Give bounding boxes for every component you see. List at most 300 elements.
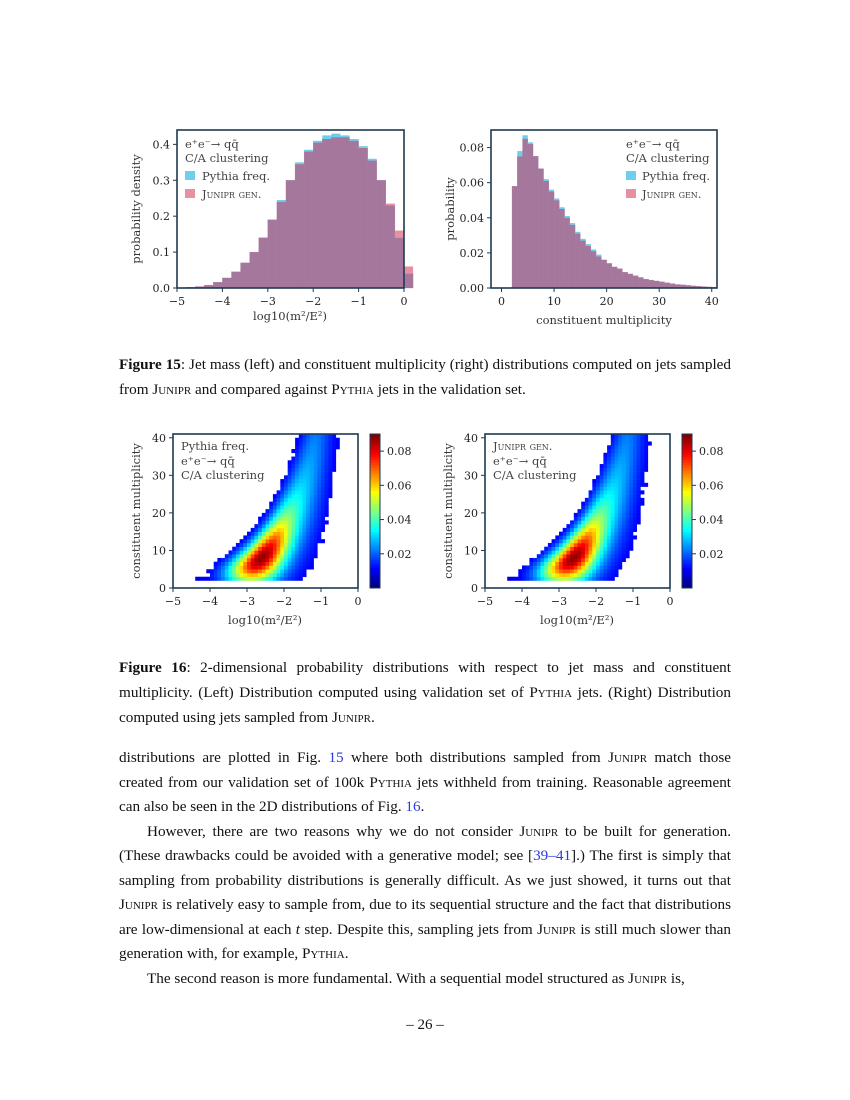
heatmap-cell	[280, 550, 284, 554]
heatmap-cell	[592, 479, 596, 483]
figure-15-ref-link[interactable]: 15	[328, 749, 344, 766]
heatmap-cell	[600, 479, 604, 483]
heatmap-cell	[258, 550, 262, 554]
heatmap-cell	[611, 554, 615, 558]
heatmap-cell	[585, 550, 589, 554]
heatmap-cell	[537, 573, 541, 577]
x-tick-label: 40	[704, 295, 719, 308]
heatmap-cell	[221, 565, 225, 569]
heatmap-cell	[291, 528, 295, 532]
x-tick-label: −1	[624, 595, 642, 608]
heatmap-cell	[618, 453, 622, 457]
figure-16-ref-link[interactable]: 16	[405, 798, 421, 815]
heatmap-cell	[607, 543, 611, 547]
heatmap-cell	[321, 445, 325, 449]
heatmap-cell	[618, 509, 622, 513]
heatmap-cell	[574, 569, 578, 573]
heatmap-cell	[217, 569, 221, 573]
heatmap-cell	[622, 520, 626, 524]
hist-bar-pythia-excess	[295, 162, 304, 164]
heatmap-cell	[603, 528, 607, 532]
heatmap-cell	[611, 487, 615, 491]
heatmap-cell	[615, 573, 619, 577]
heatmap-cell	[273, 532, 277, 536]
colorbar-tick-label: 0.02	[699, 547, 724, 561]
heatmap-cell	[306, 475, 310, 479]
heatmap-cell	[328, 457, 332, 461]
heatmap-cell	[570, 524, 574, 528]
heatmap-cell	[640, 490, 644, 494]
heatmap-cell	[232, 573, 236, 577]
heatmap-cell	[600, 573, 604, 577]
heatmap-cell	[310, 535, 314, 539]
fig15-right-svg	[440, 126, 730, 326]
heatmap-cell	[626, 517, 630, 521]
heatmap-cell	[640, 468, 644, 472]
heatmap-cell	[310, 468, 314, 472]
heatmap-cell	[600, 524, 604, 528]
heatmap-cell	[295, 547, 299, 551]
heatmap-cell	[603, 505, 607, 509]
heatmap-cell	[566, 565, 570, 569]
heatmap-cell	[622, 453, 626, 457]
heatmap-cell	[622, 494, 626, 498]
heatmap-cell	[243, 562, 247, 566]
heatmap-cell	[310, 543, 314, 547]
heatmap-cell	[225, 558, 229, 562]
hist-bar	[295, 164, 304, 288]
heatmap-cell	[596, 543, 600, 547]
heatmap-cell	[589, 573, 593, 577]
heatmap-cell	[336, 445, 340, 449]
heatmap-cell	[280, 543, 284, 547]
hist-bar-pythia-excess	[350, 139, 359, 141]
heatmap-cell	[596, 528, 600, 532]
heatmap-cell	[589, 565, 593, 569]
heatmap-cell	[266, 535, 270, 539]
heatmap-cell	[559, 535, 563, 539]
hist-bar	[231, 272, 240, 288]
heatmap-cell	[258, 524, 262, 528]
heatmap-cell	[251, 547, 255, 551]
heatmap-cell	[559, 562, 563, 566]
x-tick-label: 30	[652, 295, 667, 308]
y-tick-label: 0.08	[459, 141, 484, 155]
heatmap-cell	[266, 532, 270, 536]
heatmap-cell	[615, 543, 619, 547]
heatmap-cell	[596, 554, 600, 558]
heatmap-cell	[303, 453, 307, 457]
hist-bar-pythia-excess	[304, 150, 313, 152]
heatmap-cell	[303, 550, 307, 554]
hist-bar	[554, 200, 559, 288]
heatmap-cell	[266, 539, 270, 543]
heatmap-cell	[236, 577, 240, 581]
heatmap-cell	[288, 475, 292, 479]
y-tick-label: 0.04	[459, 211, 484, 225]
heatmap-cell	[258, 517, 262, 521]
heatmap-cell	[637, 449, 641, 453]
heatmap-cell	[618, 498, 622, 502]
heatmap-cell	[328, 472, 332, 476]
heatmap-cell	[570, 532, 574, 536]
heatmap-cell	[306, 453, 310, 457]
heatmap-cell	[585, 543, 589, 547]
legend-swatch-pythia	[626, 171, 636, 180]
heatmap-cell	[299, 449, 303, 453]
heatmap-cell	[277, 498, 281, 502]
heatmap-cell	[299, 565, 303, 569]
x-axis-label: log10(m²/E²)	[540, 613, 614, 627]
heatmap-cell	[644, 457, 648, 461]
heatmap-cell	[566, 524, 570, 528]
heatmap-cell	[284, 517, 288, 521]
heatmap-cell	[618, 562, 622, 566]
heatmap-cell	[607, 573, 611, 577]
heatmap-cell	[214, 562, 218, 566]
heatmap-cell	[232, 577, 236, 581]
heatmap-cell	[291, 487, 295, 491]
hist-bar-pythia-excess	[580, 239, 585, 241]
heatmap-cell	[269, 550, 273, 554]
heatmap-cell	[537, 565, 541, 569]
heatmap-cell	[325, 438, 329, 442]
body-text	[119, 746, 731, 991]
heatmap-cell	[629, 547, 633, 551]
x-tick-label: 10	[547, 295, 562, 308]
hist-bar-pythia-excess	[368, 159, 377, 161]
heatmap-cell	[640, 445, 644, 449]
heatmap-cell	[303, 573, 307, 577]
heatmap-cell	[581, 517, 585, 521]
heatmap-cell	[288, 479, 292, 483]
heatmap-cell	[306, 487, 310, 491]
heatmap-cell	[321, 479, 325, 483]
heatmap-cell	[555, 562, 559, 566]
heatmap-cell	[328, 487, 332, 491]
heatmap-cell	[332, 449, 336, 453]
heatmap-cell	[633, 528, 637, 532]
heatmap-cell	[615, 554, 619, 558]
heatmap-cell	[291, 505, 295, 509]
heatmap-cell	[284, 479, 288, 483]
heatmap-cell	[633, 472, 637, 476]
annotation-source: Junipr gen.	[493, 439, 553, 453]
heatmap-cell	[570, 539, 574, 543]
heatmap-cell	[615, 547, 619, 551]
heatmap-cell	[321, 502, 325, 506]
y-axis-label: constituent multiplicity	[441, 443, 455, 579]
heatmap-cell	[555, 565, 559, 569]
heatmap-cell	[618, 464, 622, 468]
heatmap-cell	[251, 577, 255, 581]
heatmap-cell	[314, 550, 318, 554]
heatmap-cell	[254, 577, 258, 581]
heatmap-cell	[615, 472, 619, 476]
heatmap-cell	[622, 457, 626, 461]
heatmap-cell	[310, 505, 314, 509]
heatmap-cell	[622, 528, 626, 532]
hist-bar	[622, 272, 627, 288]
heatmap-cell	[611, 532, 615, 536]
heatmap-cell	[629, 460, 633, 464]
heatmap-cell	[555, 535, 559, 539]
heatmap-cell	[295, 483, 299, 487]
heatmap-cell	[306, 505, 310, 509]
heatmap-cell	[299, 498, 303, 502]
heatmap-cell	[303, 535, 307, 539]
heatmap-cell	[640, 483, 644, 487]
heatmap-cell	[225, 577, 229, 581]
heatmap-cell	[559, 547, 563, 551]
heatmap-cell	[622, 479, 626, 483]
heatmap-cell	[533, 577, 537, 581]
hist-bar	[241, 263, 250, 288]
hist-bar	[601, 260, 606, 288]
heatmap-cell	[325, 472, 329, 476]
heatmap-cell	[314, 468, 318, 472]
heatmap-cell	[240, 577, 244, 581]
heatmap-cell	[622, 558, 626, 562]
heatmap-cell	[280, 535, 284, 539]
hist-bar	[549, 191, 554, 288]
heatmap-cell	[596, 565, 600, 569]
heatmap-cell	[277, 569, 281, 573]
heatmap-cell	[629, 498, 633, 502]
heatmap-cell	[592, 550, 596, 554]
heatmap-cell	[277, 513, 281, 517]
heatmap-cell	[258, 573, 262, 577]
heatmap-cell	[258, 539, 262, 543]
heatmap-cell	[284, 558, 288, 562]
heatmap-cell	[615, 569, 619, 573]
hist-bar-pythia-excess	[277, 200, 286, 202]
heatmap-cell	[240, 558, 244, 562]
heatmap-cell	[626, 509, 630, 513]
heatmap-cell	[295, 472, 299, 476]
heatmap-cell	[607, 505, 611, 509]
x-tick-label: −3	[550, 595, 568, 608]
heatmap-cell	[548, 554, 552, 558]
hist-bar	[350, 141, 359, 288]
hist-bar-pythia-excess	[523, 135, 528, 139]
heatmap-cell	[236, 558, 240, 562]
heatmap-cell	[232, 569, 236, 573]
heatmap-cell	[629, 509, 633, 513]
heatmap-cell	[578, 543, 582, 547]
heatmap-cell	[214, 577, 218, 581]
heatmap-cell	[236, 569, 240, 573]
heatmap-cell	[310, 539, 314, 543]
heatmap-cell	[533, 565, 537, 569]
y-tick-label: 40	[464, 431, 478, 445]
heatmap-cell	[637, 509, 641, 513]
heatmap-cell	[629, 543, 633, 547]
heatmap-cell	[589, 558, 593, 562]
heatmap-cell	[596, 494, 600, 498]
heatmap-cell	[574, 528, 578, 532]
heatmap-cell	[269, 532, 273, 536]
heatmap-cell	[310, 517, 314, 521]
y-tick-label: 30	[464, 469, 478, 483]
heatmap-cell	[603, 494, 607, 498]
caption-text: jets. (Right) Distribution computed using jets sampled from	[119, 684, 731, 726]
heatmap-cell	[288, 498, 292, 502]
heatmap-cell	[254, 569, 258, 573]
heatmap-cell	[299, 558, 303, 562]
heatmap-cell	[592, 513, 596, 517]
heatmap-cell	[277, 577, 281, 581]
heatmap-cell	[306, 457, 310, 461]
heatmap-cell	[589, 550, 593, 554]
hist-bar-pythia-excess	[517, 151, 522, 156]
heatmap-cell	[555, 539, 559, 543]
heatmap-cell	[266, 520, 270, 524]
heatmap-cell	[232, 562, 236, 566]
heatmap-cell	[618, 460, 622, 464]
heatmap-cell	[618, 558, 622, 562]
heatmap-cell	[291, 475, 295, 479]
heatmap-cell	[626, 505, 630, 509]
heatmap-cell	[229, 558, 233, 562]
heatmap-cell	[581, 577, 585, 581]
heatmap-cell	[574, 573, 578, 577]
heatmap-cell	[321, 487, 325, 491]
heatmap-cell	[303, 494, 307, 498]
heatmap-cell	[533, 569, 537, 573]
heatmap-cell	[633, 453, 637, 457]
heatmap-cell	[570, 573, 574, 577]
heatmap-cell	[574, 520, 578, 524]
heatmap-cell	[325, 487, 329, 491]
heatmap-cell	[615, 442, 619, 446]
heatmap-cell	[310, 547, 314, 551]
heatmap-cell	[291, 513, 295, 517]
heatmap-cell	[622, 449, 626, 453]
heatmap-cell	[254, 558, 258, 562]
heatmap-cell	[306, 513, 310, 517]
hist-bar	[659, 282, 664, 288]
heatmap-cell	[303, 517, 307, 521]
heatmap-cell	[291, 524, 295, 528]
heatmap-cell	[321, 449, 325, 453]
heatmap-cell	[273, 558, 277, 562]
heatmap-cell	[266, 524, 270, 528]
hist-bar	[222, 278, 231, 288]
heatmap-cell	[310, 524, 314, 528]
heatmap-cell	[317, 505, 321, 509]
heatmap-cell	[284, 505, 288, 509]
heatmap-cell	[600, 498, 604, 502]
heatmap-cell	[314, 543, 318, 547]
heatmap-cell	[622, 472, 626, 476]
heatmap-cell	[240, 562, 244, 566]
heatmap-cell	[199, 577, 203, 581]
x-tick-label: −5	[476, 595, 494, 608]
heatmap-cell	[611, 509, 615, 513]
heatmap-cell	[321, 505, 325, 509]
fig16-left-chart	[128, 428, 428, 633]
hist-bar	[628, 274, 633, 288]
heatmap-cell	[247, 539, 251, 543]
hist-bar	[313, 143, 322, 288]
heatmap-cell	[622, 532, 626, 536]
heatmap-cell	[280, 524, 284, 528]
hist-bar	[368, 161, 377, 288]
annotation-process: e⁺e⁻→ qq̄	[181, 454, 235, 468]
heatmap-cell	[325, 505, 329, 509]
heatmap-cell	[615, 449, 619, 453]
caption-text: and compared against	[191, 381, 332, 398]
hist-bar	[559, 209, 564, 288]
heatmap-cell	[607, 445, 611, 449]
heatmap-cell	[254, 532, 258, 536]
heatmap-cell	[314, 528, 318, 532]
heatmap-cell	[603, 547, 607, 551]
heatmap-cell	[603, 562, 607, 566]
heatmap-cell	[291, 554, 295, 558]
citation-ref-link[interactable]: 39–41	[533, 847, 572, 864]
paragraph-1: distributions are plotted in Fig. 15 where both distributions sampled from Junipr match those created from our validation set of 100k Pythia jets withheld from training. Reasonable agreement can also be seen in the 2D distributions of Fig. 16.	[119, 749, 732, 815]
heatmap-cell	[611, 565, 615, 569]
heatmap-cell	[299, 475, 303, 479]
heatmap-cell	[603, 558, 607, 562]
heatmap-cell	[295, 479, 299, 483]
heatmap-cell	[314, 464, 318, 468]
heatmap-cell	[284, 532, 288, 536]
heatmap-cell	[600, 517, 604, 521]
heatmap-cell	[258, 554, 262, 558]
heatmap-cell	[306, 543, 310, 547]
annotation-source: Pythia freq.	[181, 439, 250, 453]
heatmap-cell	[611, 577, 615, 581]
heatmap-cell	[629, 487, 633, 491]
heatmap-cell	[596, 475, 600, 479]
heatmap-cell	[626, 528, 630, 532]
heatmap-cell	[592, 539, 596, 543]
figure-16-caption	[119, 655, 731, 730]
heatmap-cell	[585, 509, 589, 513]
heatmap-cell	[236, 547, 240, 551]
heatmap-cell	[288, 535, 292, 539]
heatmap-cell	[325, 479, 329, 483]
annotation-clustering: C/A clustering	[493, 468, 577, 482]
heatmap-cell	[291, 565, 295, 569]
heatmap-cell	[618, 505, 622, 509]
heatmap-cell	[544, 558, 548, 562]
hist-bar-pythia-excess	[322, 135, 331, 139]
heatmap-cell	[618, 554, 622, 558]
y-tick-label: 10	[152, 544, 166, 558]
heatmap-cell	[607, 558, 611, 562]
heatmap-cell	[269, 524, 273, 528]
heatmap-cell	[317, 453, 321, 457]
heatmap-cell	[603, 468, 607, 472]
heatmap-cell	[273, 509, 277, 513]
heatmap-cell	[317, 438, 321, 442]
heatmap-cell	[552, 577, 556, 581]
heatmap-cell	[611, 468, 615, 472]
hist-bar	[395, 238, 404, 288]
heatmap-cell	[288, 464, 292, 468]
heatmap-cell	[310, 532, 314, 536]
heatmap-cell	[262, 524, 266, 528]
heatmap-cell	[637, 479, 641, 483]
heatmap-cell	[273, 569, 277, 573]
heatmap-cell	[280, 502, 284, 506]
heatmap-cell	[629, 502, 633, 506]
heatmap-cell	[622, 509, 626, 513]
